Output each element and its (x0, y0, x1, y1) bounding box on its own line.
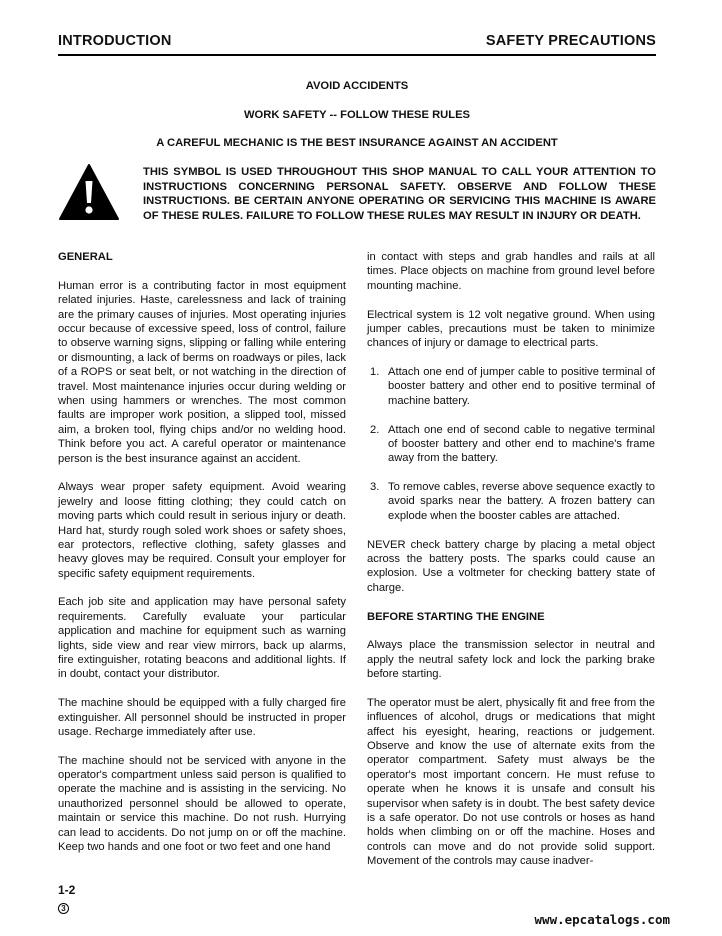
list-item (367, 480, 655, 523)
paragraph-operator: The operator must be alert, physically fit and free from the influences of alcohol, drugs or medications that might affect his eyesight, hearing, reactions or judgement. Observe and know the use of alternate exits from the operator compartment. Safety must always be the operator's most important concern. He must refuse to operate when he knows it is unsafe and consult his supervisor when safety is in doubt. The best safety device is a safe operator. Do not use controls or hoses as hand holds when climbing on or off the machine. Hoses and controls can move and do not provide solid support. Movement of the controls may cause inadver- (367, 696, 655, 868)
page-number: 1-2 (58, 883, 76, 897)
before-starting-heading: BEFORE STARTING THE ENGINE (367, 610, 545, 623)
page-header (58, 32, 656, 56)
heading-work-safety: WORK SAFETY -- FOLLOW THESE RULES (243, 109, 471, 121)
chapter-title: SAFETY PRECAUTIONS (485, 33, 656, 49)
jumper-steps-list (367, 365, 655, 523)
step-number: 3. (370, 481, 380, 494)
list-item (367, 365, 655, 408)
watermark-url[interactable]: www.epcatalogs.com (534, 912, 670, 927)
paragraph-safety-equipment: Always wear proper safety equipment. Avoid wearing jewelry and loose fitting clothing; they could catch on moving parts which could result in serious injury or death. Hard hat, sturdy rough soled work shoes or safety shoes, ear protectors, reflective clothing, safety glasses and heavy gloves may be required. Consult your employer for specific safety equipment requirements. (58, 481, 346, 580)
paragraph-servicing: The machine should not be serviced with anyone in the operator's compartment unless said person is qualified to operate the machine and is assisting in the servicing. No unauthorized personnel should be allowed to operate, maintain or service this machine. Do not rush. Hurrying can lead to accidents. Do not jump on or off the machine. Keep two hands and one foot or two feet and one hand (58, 754, 346, 854)
section-title: INTRODUCTION (58, 33, 172, 49)
paragraph-fire-extinguisher: The machine should be equipped with a fully charged fire extinguisher. All personnel should be instructed in proper usage. Recharge immediately after use. (58, 697, 346, 738)
general-heading: GENERAL (58, 251, 113, 263)
paragraph-job-site: Each job site and application may have personal safety requirements. Carefully evaluate your particular application and machine for equipment such as warning lights, side view and rear view mirrors, back up alarms, fire extinguisher, rotating beacons and additional lights. If in doubt, contact your distributor. (58, 596, 346, 681)
left-column (58, 250, 346, 869)
paragraph-transmission: Always place the transmission selector in neutral and apply the neutral safety lock and lock the parking brake before starting. (367, 639, 655, 681)
revision-mark: 3 (58, 903, 69, 914)
warning-text: THIS SYMBOL IS USED THROUGHOUT THIS SHOP MANUAL TO CALL YOUR ATTENTION TO INSTRUCTIONS CONCERNING PERSONAL SAFETY. OBSERVE AND FOLLOW THESE INSTRUCTIONS. BE CERTAIN ANYONE OPERATING OR SERVICING THIS MACHINE IS AWARE OF THESE RULES. FAILURE TO FOLLOW THESE RULES MAY RESULT IN INJURY OR DEATH. (143, 166, 656, 222)
step-text: Attach one end of second cable to negative terminal of booster battery and other end to machine's frame away from the battery. (388, 423, 655, 465)
heading-avoid-accidents: AVOID ACCIDENTS (305, 80, 409, 92)
warning-triangle-icon (58, 163, 120, 221)
heading-careful-mechanic: A CAREFUL MECHANIC IS THE BEST INSURANCE AGAINST AN ACCIDENT (156, 137, 558, 149)
paragraph-continued: in contact with steps and grab handles and rails at all times. Place objects on machine from ground level before mounting machine. (367, 251, 655, 292)
step-number: 2. (370, 423, 380, 436)
step-number: 1. (370, 366, 380, 379)
list-item (367, 423, 655, 466)
step-text: To remove cables, reverse above sequence exactly to avoid sparks near the battery. A frozen battery can explode when the booster cables are attached. (388, 481, 655, 522)
paragraph-never-check: NEVER check battery charge by placing a metal object across the battery posts. The sparks could cause an explosion. Use a voltmeter for checking battery state of charge. (367, 538, 655, 594)
step-text: Attach one end of jumper cable to positive terminal of booster battery and other end to positive terminal of machine battery. (388, 366, 655, 407)
paragraph-human-error: Human error is a contributing factor in most equipment related injuries. Haste, carelessness and lack of training are the primary causes of injuries. Most operating injuries occur because of excessive speed, loss of control, failure to observe warning signs, slipping or falling while entering or dismounting, a lack of berms on roadways or piles, lack of a ROPS or seat belt, or not watching in the direction of travel. Most maintenance injuries occur during welding or when using hammers or wrenches. The most common faults are improper work position, a slipped tool, missed aim, a broken tool, flying chips and/or no welding hood. Think before you act. A careful operator or maintenance person is the best insurance against an accident. (58, 279, 346, 465)
paragraph-electrical: Electrical system is 12 volt negative ground. When using jumper cables, precautions must be taken to minimize chances of injury or damage to electrical parts. (367, 308, 655, 350)
right-column (367, 250, 655, 883)
